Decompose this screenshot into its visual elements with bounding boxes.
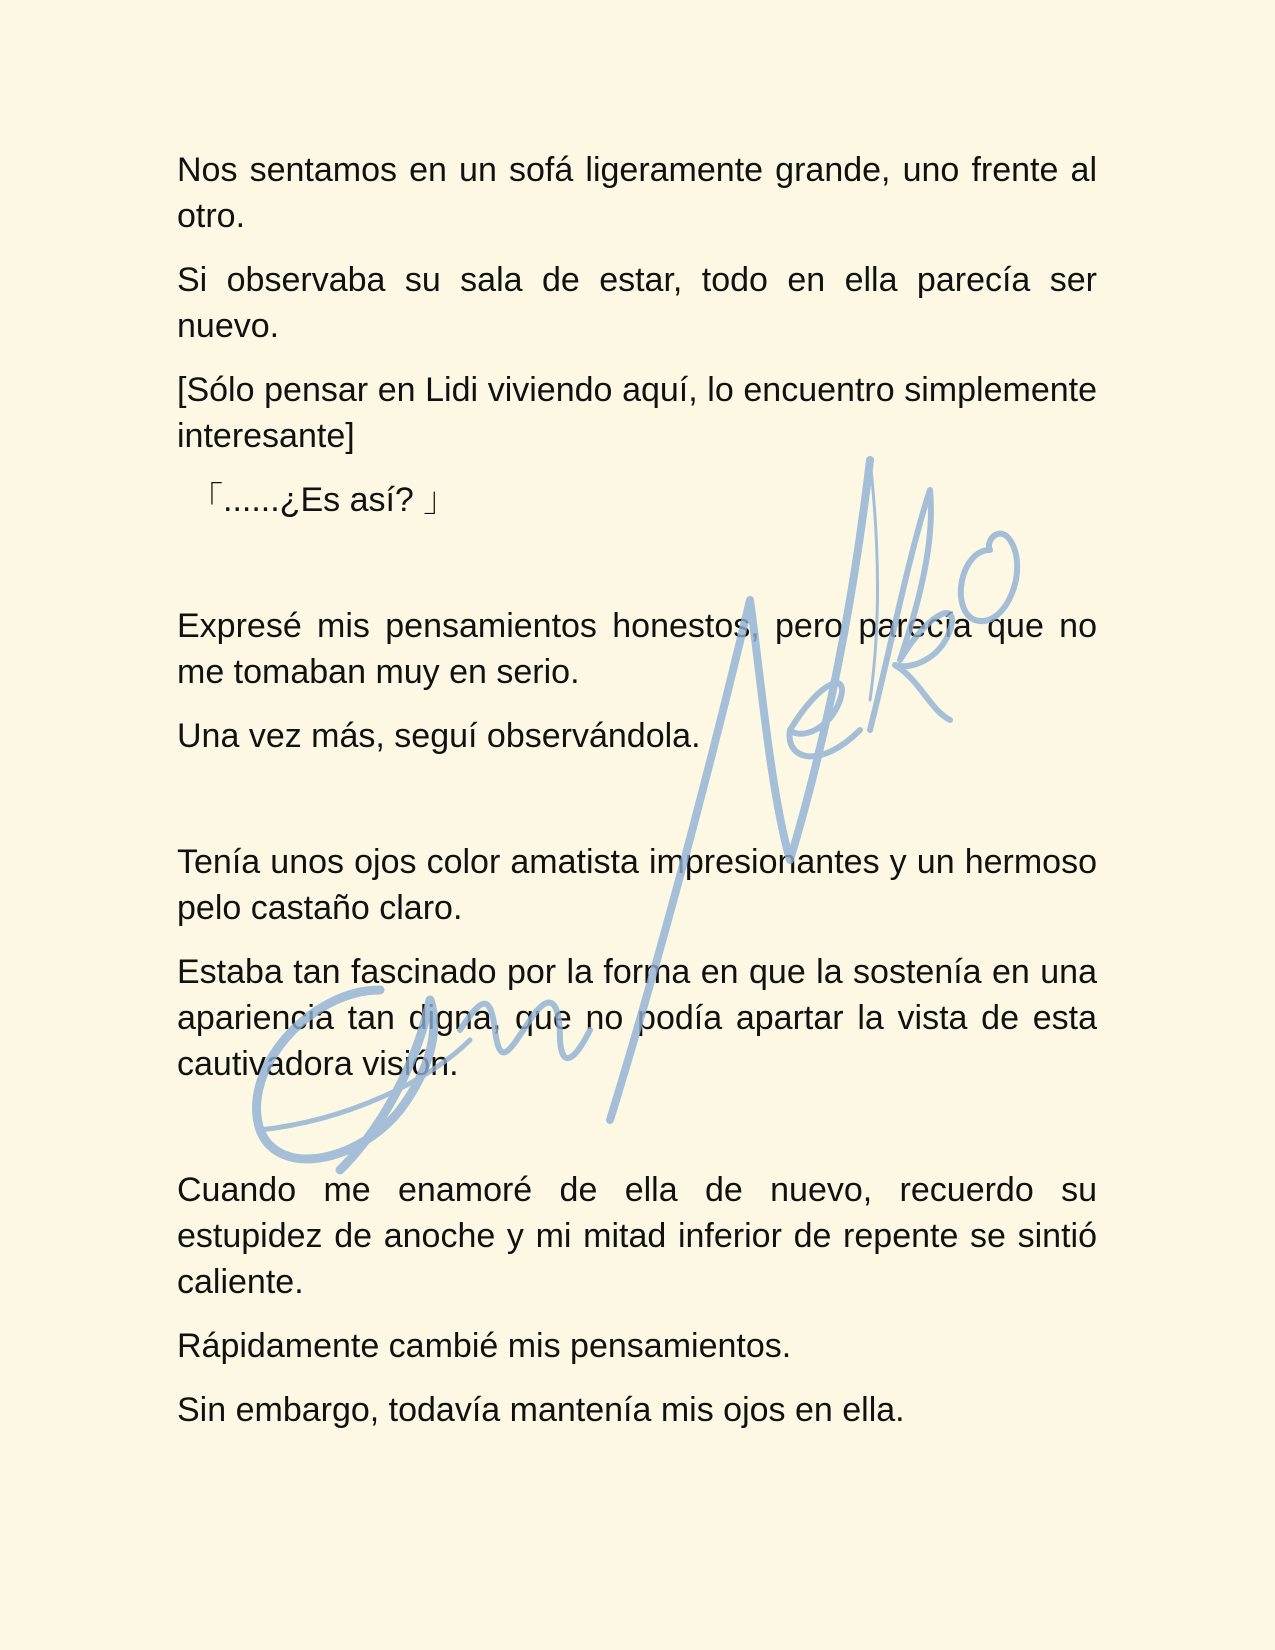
paragraph-8: Cuando me enamoré de ella de nuevo, recuerdo su estupidez de anoche y mi mitad inferior de repente se sintió caliente. [177,1171,1097,1301]
dialog-line: 「......¿Es así? 」 [189,481,458,519]
paragraph-10: Sin embargo, todavía mantenía mis ojos en ella. [177,1391,905,1429]
paragraph-1: Nos sentamos en un sofá ligeramente grande, uno frente al otro. [177,151,1097,235]
text-column [177,147,1097,1433]
paragraph-4: Expresé mis pensamientos honestos, pero parecía que no me tomaban muy en serio. [177,607,1097,691]
paragraph-6: Tenía unos ojos color amatista impresionantes y un hermoso pelo castaño claro. [177,843,1097,927]
paragraph-9: Rápidamente cambié mis pensamientos. [177,1327,792,1365]
paragraph-7: Estaba tan fascinado por la forma en que la sostenía en una apariencia tan digna, que no podía apartar la vista de esta cautivadora visión. [177,953,1097,1083]
paragraph-2: Si observaba su sala de estar, todo en ella parecía ser nuevo. [177,261,1097,345]
paragraph-3: [Sólo pensar en Lidi viviendo aquí, lo encuentro simplemente interesante] [177,371,1097,455]
paragraph-5: Una vez más, seguí observándola. [177,717,701,755]
